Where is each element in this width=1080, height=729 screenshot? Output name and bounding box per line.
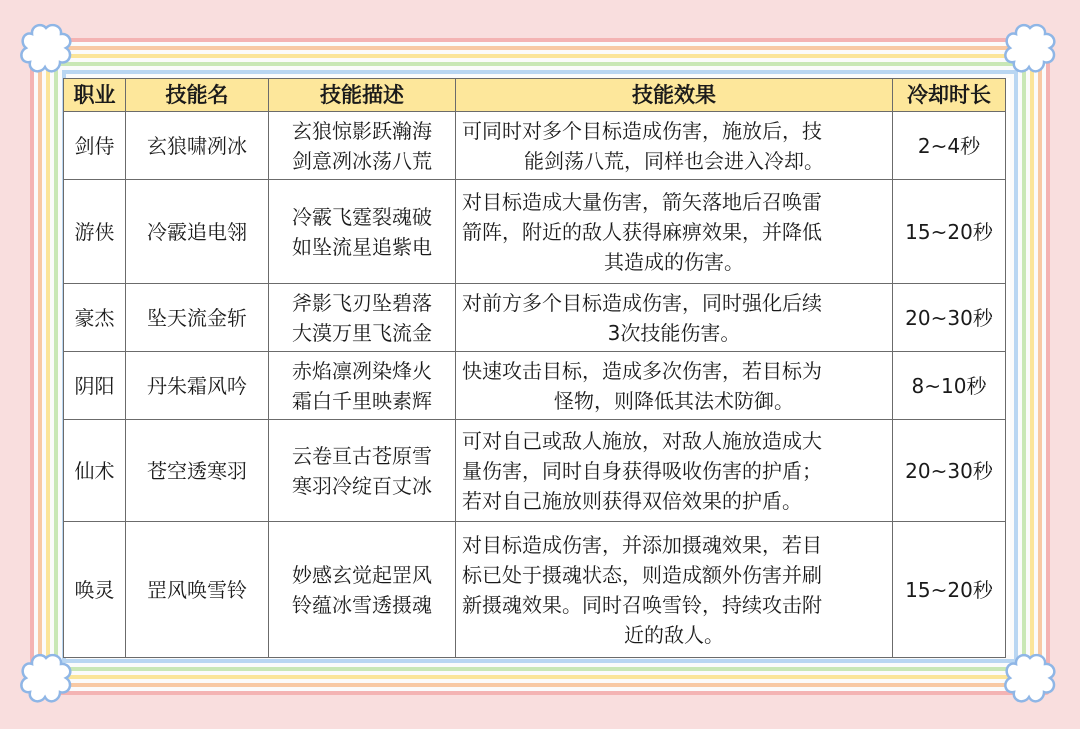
effect-line: 量伤害，同时自身获得吸收伤害的护盾； [462,458,822,483]
header-cooldown: 冷却时长 [893,79,1006,112]
cell-class: 唤灵 [64,522,126,658]
cell-class: 豪杰 [64,284,126,352]
cell-skill-name: 丹朱霜风吟 [126,352,269,420]
effect-line: 怪物，则降低其法术防御。 [554,388,794,413]
effect-line: 能剑荡八荒，同样也会进入冷却。 [524,148,824,173]
description-line: 赤焰凛冽染烽火 [292,358,432,383]
cell-description [269,420,456,522]
cell-cooldown: 15~20秒 [893,522,1006,658]
table-row [64,352,1006,420]
effect-line: 对目标造成大量伤害，箭矢落地后召唤雷 [462,189,822,214]
effect-line: 快速攻击目标，造成多次伤害，若目标为 [462,358,822,383]
effect-line: 对前方多个目标造成伤害，同时强化后续 [462,290,822,315]
table-row [64,112,1006,180]
cell-cooldown: 20~30秒 [893,420,1006,522]
cell-description [269,352,456,420]
description-line: 玄狼惊影跃瀚海 [292,118,432,143]
cell-class: 游侠 [64,180,126,284]
cell-description [269,284,456,352]
description-line: 大漠万里飞流金 [292,320,432,345]
cell-skill-name: 玄狼啸冽冰 [126,112,269,180]
effect-line: 可同时对多个目标造成伤害，施放后，技 [462,118,822,143]
description-line: 寒羽冷绽百丈冰 [292,473,432,498]
cell-skill-name: 坠天流金斩 [126,284,269,352]
cloud-icon [18,650,74,706]
effect-line: 若对自己施放则获得双倍效果的护盾。 [462,488,802,513]
effect-line: 近的敌人。 [624,622,724,647]
description-line: 铃蕴冰雪透摄魂 [292,592,432,617]
cell-effect [456,112,893,180]
cell-effect [456,420,893,522]
effect-line: 其造成的伤害。 [604,249,744,274]
cell-effect [456,522,893,658]
effect-line: 可对自己或敌人施放，对敌人施放造成大 [462,428,822,453]
effect-line: 箭阵，附近的敌人获得麻痹效果，并降低 [462,219,822,244]
cell-effect [456,284,893,352]
cell-description [269,522,456,658]
description-line: 妙感玄觉起罡风 [292,562,432,587]
effect-line: 新摄魂效果。同时召唤雪铃，持续攻击附 [462,592,822,617]
description-line: 如坠流星追紫电 [292,234,432,259]
header-skill-description: 技能描述 [269,79,456,112]
description-line: 霜白千里映素辉 [292,388,432,413]
table-row [64,180,1006,284]
table-header-row [64,79,1006,112]
cell-class: 剑侍 [64,112,126,180]
cloud-icon [1002,20,1058,76]
cell-effect [456,180,893,284]
description-line: 斧影飞刃坠碧落 [292,290,432,315]
cell-description [269,180,456,284]
cell-description [269,112,456,180]
cloud-icon [1002,650,1058,706]
cell-class: 仙术 [64,420,126,522]
cell-cooldown: 2~4秒 [893,112,1006,180]
cell-skill-name: 冷霰追电翎 [126,180,269,284]
effect-line: 对目标造成伤害，并添加摄魂效果，若目 [462,532,822,557]
cell-cooldown: 15~20秒 [893,180,1006,284]
description-line: 冷霰飞霆裂魂破 [292,204,432,229]
table-row [64,284,1006,352]
table-row [64,522,1006,658]
cell-skill-name: 苍空透寒羽 [126,420,269,522]
table-row [64,420,1006,522]
cell-skill-name: 罡风唤雪铃 [126,522,269,658]
header-class: 职业 [64,79,126,112]
description-line: 云卷亘古苍原雪 [292,443,432,468]
header-skill-name: 技能名 [126,79,269,112]
description-line: 剑意冽冰荡八荒 [292,148,432,173]
effect-line: 标已处于摄魂状态，则造成额外伤害并刷 [462,562,822,587]
cell-effect [456,352,893,420]
cell-cooldown: 20~30秒 [893,284,1006,352]
skills-table [63,78,1006,658]
effect-line: 3次技能伤害。 [607,320,741,345]
cell-cooldown: 8~10秒 [893,352,1006,420]
header-skill-effect: 技能效果 [456,79,893,112]
cloud-icon [18,20,74,76]
cell-class: 阴阳 [64,352,126,420]
